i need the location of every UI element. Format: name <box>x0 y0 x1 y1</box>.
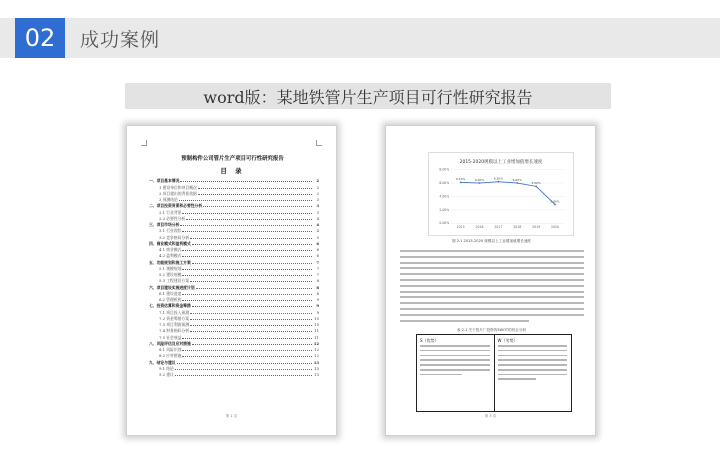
document-caption: word版：某地铁管片生产项目可行性研究报告 <box>125 83 611 109</box>
page-footer: 第 1 页 <box>225 414 238 418</box>
toc-entry-label: 8.2 应对措施 <box>159 353 182 359</box>
toc-entry-page: 8 <box>316 290 319 296</box>
toc-entry-label: 六、项目建设实施进度计划 <box>149 284 195 290</box>
toc-entry-label: 7.4 财务指标分析 <box>159 328 190 334</box>
toc-entry-page: 3 <box>316 197 319 202</box>
toc-entry-page: 10 <box>314 315 319 321</box>
toc-entry-label: 3 预测结论 <box>159 197 178 202</box>
body-paragraph <box>400 250 584 325</box>
chart-point <box>498 181 500 183</box>
toc-entry-page: 12 <box>313 340 319 346</box>
doc-title: 预制构件公司管片生产项目可行性研究报告 <box>181 156 284 162</box>
chart-data-label: 2.80% <box>550 199 560 204</box>
chart-x-tick: 2018 <box>513 225 522 230</box>
toc-entry-page: 9 <box>316 303 319 309</box>
toc-entry-page: 2 <box>316 178 319 184</box>
toc-entry-label: 2 项目提出的背景依据 <box>159 190 197 196</box>
toc-entry-page: 4 <box>316 228 319 234</box>
toc-entry-page: 9 <box>316 309 319 315</box>
swot-weaknesses-header: W（劣势） <box>497 338 518 343</box>
toc-entry-page: 6 <box>316 247 319 252</box>
toc-entry-page: 7 <box>316 265 319 271</box>
chart-x-tick: 2015 <box>456 225 465 230</box>
toc-entry-label: 9.2 建议 <box>159 372 174 377</box>
chart-point <box>516 182 518 184</box>
toc-entry <box>149 371 319 377</box>
toc-entry-page: 2 <box>316 190 319 196</box>
toc-entry-page: 7 <box>316 272 319 277</box>
toc-entry-page: 10 <box>314 322 319 327</box>
toc-entry-label: 5.1 规模规划 <box>159 265 182 271</box>
toc-entry-page: 12 <box>314 353 319 359</box>
chart-data-label: 6.00% <box>474 177 485 182</box>
toc-entry-label: 6.1 建设进度 <box>159 290 182 296</box>
section-title: 成功案例 <box>80 28 161 51</box>
toc-entry-label: 1 建设单位和项目概况 <box>159 184 197 190</box>
toc-entry-label: 4.1 商业模式 <box>159 247 182 252</box>
chart-data-label: 6.20% <box>493 176 504 181</box>
toc-entry-page: 6 <box>316 253 319 259</box>
chart-x-tick: 2020 <box>551 225 559 230</box>
toc-entry-label: 三、项目市场分析 <box>149 222 180 227</box>
toc-entry-label: 7.2 资金筹措方案 <box>159 315 190 321</box>
toc-entry-page: 9 <box>316 297 319 302</box>
toc-entry-label: 7.1 项目投入预测 <box>159 309 190 315</box>
toc-entry-page: 8 <box>316 278 319 284</box>
toc-entry-page: 6 <box>316 240 319 246</box>
toc-entry-label: 7.5 社会效益 <box>159 334 182 340</box>
chart-series-line <box>461 182 555 205</box>
chart-data-label: 6.00% <box>512 177 522 182</box>
toc-heading: 目 录 <box>220 167 245 175</box>
growth-line-chart <box>428 152 574 236</box>
toc-entry-page: 12 <box>314 347 319 352</box>
chart-y-tick: 0.00% <box>439 221 450 226</box>
chart-data-label: 6.10% <box>456 177 466 182</box>
toc-entry-label: 五、功能规划和施工方案 <box>149 259 191 265</box>
chart-point <box>479 182 481 184</box>
toc-entry-label: 九、结论与建议 <box>149 359 176 365</box>
toc-entry-label: 2.2 必要性分析 <box>159 215 186 221</box>
section-number: 02 <box>15 18 65 58</box>
chart-y-tick: 2.00% <box>439 207 450 212</box>
chart-data-label: 5.50% <box>531 181 541 186</box>
toc-entry-page: 7 <box>316 259 319 265</box>
swot-weaknesses-cell <box>494 335 572 411</box>
toc-entry-label: 5.3 工程建设方案 <box>159 278 190 284</box>
toc-entry-label: 8.1 风险识别 <box>159 347 182 352</box>
table-caption: 表 2.1 关于管片厂投资的SWOT的综合分析 <box>456 328 527 332</box>
toc-entry-label: 二、项目投资背景和必要性分析 <box>149 203 203 209</box>
chart-point <box>460 181 462 183</box>
chart-title: 2015-2020规模以上工业增加值增长速度 <box>459 159 543 165</box>
toc-entry-page: 13 <box>314 372 319 377</box>
toc-entry-page: 13 <box>313 359 319 365</box>
chart-x-tick: 2019 <box>532 225 541 230</box>
chart-point <box>554 204 556 206</box>
chart-x-tick: 2016 <box>475 225 484 230</box>
chart-y-tick: 8.00% <box>439 167 450 172</box>
toc-entry-label: 9.1 结论 <box>159 365 174 371</box>
chart-x-tick: 2017 <box>494 225 503 230</box>
toc-entry-label: 一、项目基本情况 <box>149 178 180 184</box>
toc-entry-page: 4 <box>316 222 319 227</box>
toc-entry-page: 5 <box>316 234 319 240</box>
chart-y-tick: 6.00% <box>439 180 450 185</box>
toc-entry-label: 7.3 项目利润预测 <box>159 322 190 327</box>
toc-entry-page: 11 <box>314 328 319 334</box>
chart-y-tick: 4.00% <box>439 194 450 199</box>
toc-list <box>149 177 319 377</box>
toc-entry-page: 8 <box>316 284 319 290</box>
toc-entry-page: 13 <box>314 365 319 371</box>
document-page-analysis <box>385 125 596 436</box>
toc-entry-page: 3 <box>316 209 319 215</box>
toc-entry-page: 3 <box>316 203 319 209</box>
document-page-toc <box>126 125 337 436</box>
swot-strengths-header: S（优势） <box>420 338 439 343</box>
toc-entry-label: 八、风险评估及应对措施 <box>149 340 191 346</box>
toc-entry-label: 3.2 竞争格局分析 <box>159 234 190 240</box>
toc-entry-label: 4.2 盈利模式 <box>159 253 182 259</box>
toc-entry-label: 2.1 行业背景 <box>159 209 182 215</box>
toc-entry-page: 4 <box>316 215 319 221</box>
page-footer: 第 3 页 <box>484 414 497 418</box>
toc-entry-page: 11 <box>314 334 319 340</box>
toc-entry-page: 2 <box>316 184 319 190</box>
toc-entry-label: 四、商业模式和盈利模式 <box>149 240 191 246</box>
swot-table <box>416 334 572 412</box>
toc-entry-label: 七、投资估算和资金筹措 <box>149 303 191 309</box>
toc-entry-label: 5.2 建设规模 <box>159 272 182 277</box>
toc-entry-label: 3.1 行业现状 <box>159 228 182 234</box>
figure-caption: 图 2.1 2015-2020 规模以上工业增加值增长速度 <box>451 239 532 243</box>
toc-entry-label: 6.2 管理机构 <box>159 297 182 302</box>
swot-strengths-cell <box>417 335 494 411</box>
chart-point <box>535 185 537 187</box>
